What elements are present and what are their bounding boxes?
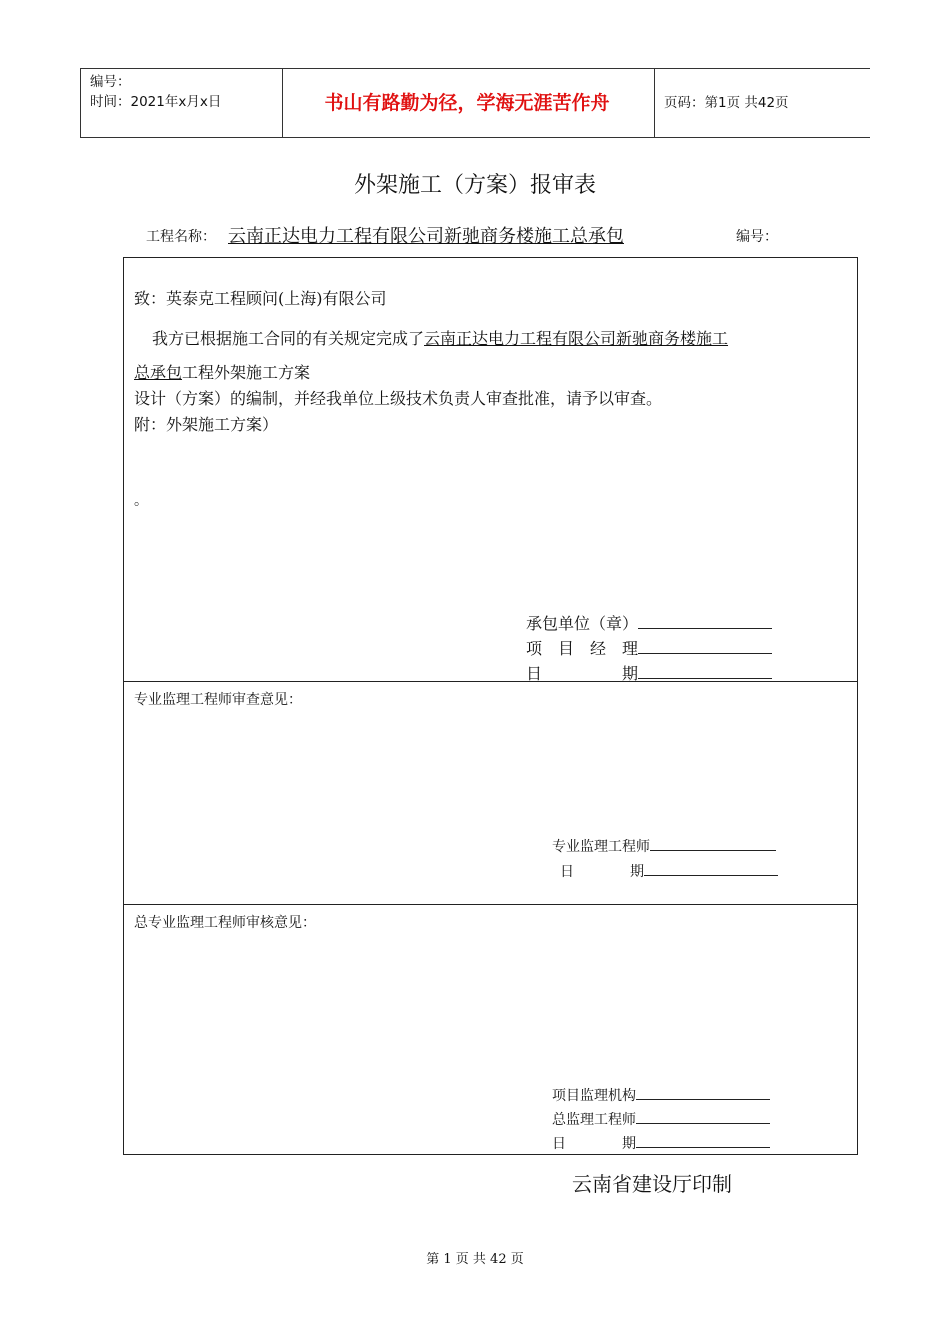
engineer-date-row [560, 861, 778, 881]
attachment-line: 附：外架施工方案） [134, 415, 279, 434]
org-sign-row [552, 1085, 770, 1105]
signature-blank [636, 1109, 770, 1124]
header-divider [80, 69, 81, 137]
section-divider [124, 904, 857, 905]
chief-sign-row [552, 1109, 770, 1129]
header-page-info: 页码：第1页 共42页 [664, 95, 789, 111]
chief-sign-label: 总监理工程师 [552, 1112, 636, 1128]
addressee: 致：英泰克工程顾问(上海)有限公司 [134, 289, 387, 308]
engineer-review-title: 专业监理工程师审查意见： [134, 692, 302, 708]
header-divider [654, 69, 655, 137]
document-title: 外架施工（方案）报审表 [353, 173, 596, 198]
sign-manager-label: 项 目 经 理 [526, 639, 639, 658]
chief-date-row [552, 1133, 770, 1153]
form-table [123, 257, 858, 1155]
project-number-label: 编号： [736, 229, 778, 245]
page-footer: 第 1 页 共 42 页 [426, 1252, 524, 1267]
signature-blank [638, 614, 772, 629]
signature-blank [636, 1133, 770, 1148]
signature-blank [638, 639, 772, 654]
chief-date-label: 日 期 [552, 1136, 636, 1152]
submission-line-3: 设计（方案）的编制，并经我单位上级技术负责人审查批准，请予以审查。 [134, 389, 663, 408]
signature-blank [650, 836, 776, 851]
engineer-sign-label: 专业监理工程师 [552, 839, 650, 855]
serial-label: 编号： [90, 74, 131, 90]
signature-blank [638, 664, 772, 679]
chief-review-title: 总专业监理工程师审核意见： [134, 915, 316, 931]
org-sign-label: 项目监理机构 [552, 1088, 636, 1104]
sign-unit-row [526, 611, 772, 634]
signature-blank [636, 1085, 770, 1100]
engineer-date-label: 日 期 [560, 864, 644, 880]
header-table [80, 68, 870, 138]
trailing-dot: 。 [134, 493, 148, 509]
submission-text: 工程外架施工方案 [182, 363, 311, 382]
project-name: 云南正达电力工程有限公司新驰商务楼施工总承包 [228, 226, 624, 247]
project-name-inline: 云南正达电力工程有限公司新驰商务楼施工 [424, 329, 729, 348]
project-name-label: 工程名称： [146, 229, 216, 245]
sign-date-label: 日 期 [526, 664, 639, 683]
engineer-sign-row [552, 836, 776, 856]
project-name-inline: 总承包 [134, 363, 183, 382]
sign-manager-row [526, 636, 772, 659]
header-motto: 书山有路勤为径，学海无涯苦作舟 [324, 92, 610, 114]
signature-blank [644, 861, 778, 876]
time-label: 时间：2021年x月x日 [90, 94, 222, 110]
submission-line-1 [152, 326, 728, 349]
sign-unit-label: 承包单位（章） [526, 614, 639, 633]
issuer-label: 云南省建设厅印制 [572, 1172, 732, 1196]
submission-line-2 [134, 360, 310, 383]
submission-text: 我方已根据施工合同的有关规定完成了 [152, 329, 425, 348]
sign-date-row [526, 661, 772, 684]
header-meta [90, 72, 221, 112]
